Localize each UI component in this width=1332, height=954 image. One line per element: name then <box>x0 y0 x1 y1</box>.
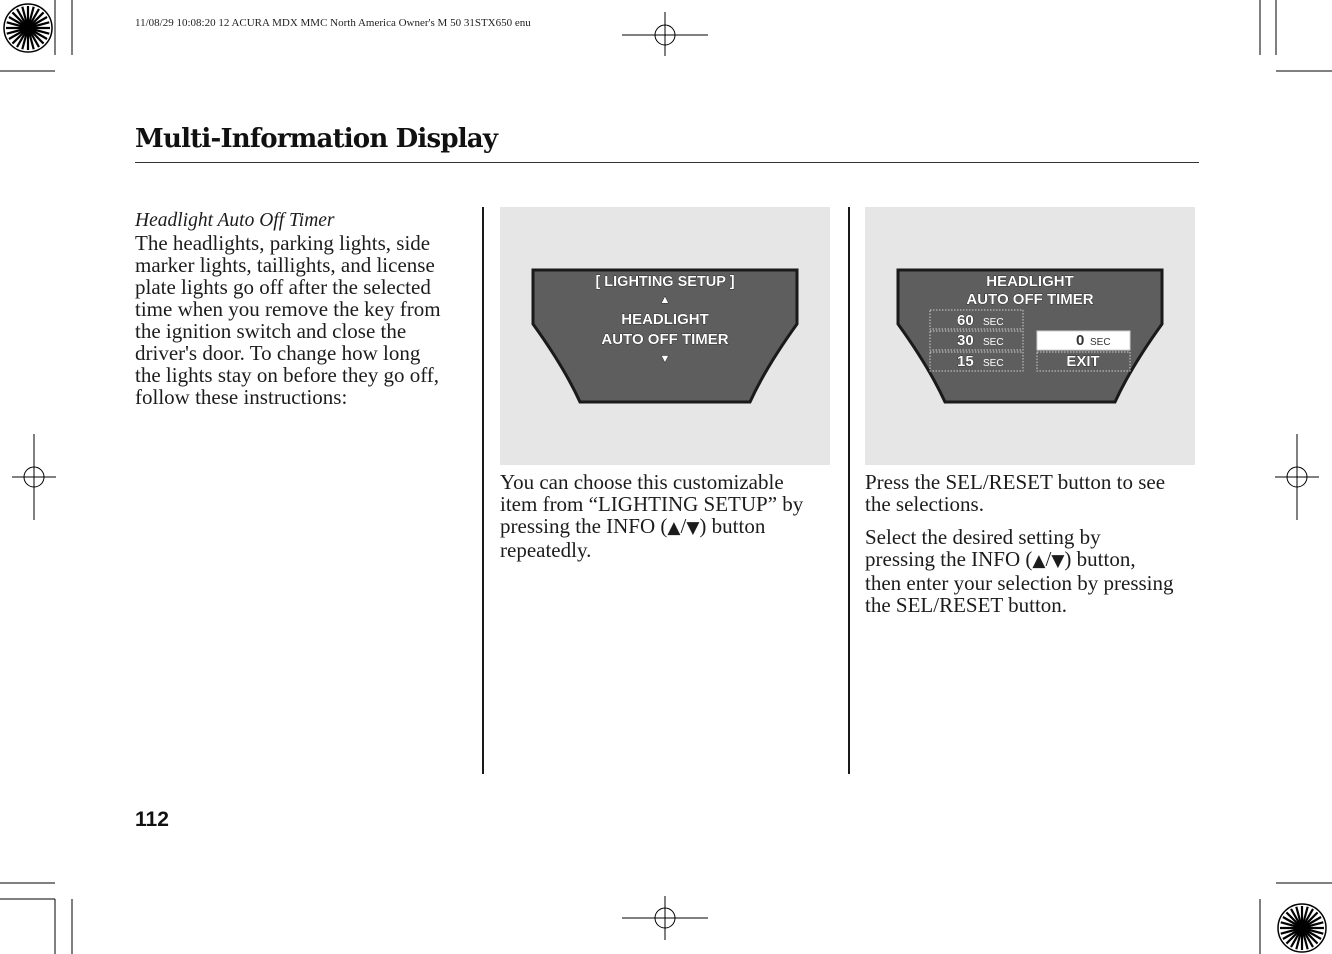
svg-text:SEC: SEC <box>1090 337 1111 348</box>
caption-line: repeatedly. <box>500 538 592 562</box>
intro-text-column <box>135 210 465 408</box>
svg-text:SEC: SEC <box>983 317 1004 328</box>
caption-timer-selection <box>865 471 1199 627</box>
registration-crosshair-top <box>622 12 708 56</box>
screen-up-arrow-icon: ▲ <box>659 294 671 306</box>
caption-paragraph: Select the desired setting by pressing the INFO (▲/▼) button, then enter your selection by pressing the SEL/RESET button. <box>865 525 1174 617</box>
title-rule <box>135 162 1199 163</box>
caption-paragraph: Press the SEL/RESET button to see the selections. <box>865 470 1166 516</box>
display-illustration-timer-selection <box>865 207 1195 465</box>
registration-sunburst-bottom-right <box>1278 904 1326 952</box>
timer-option-0-selected <box>1037 331 1130 350</box>
intro-line: follow these instructions: <box>135 385 348 409</box>
info-down-icon: ▼ <box>686 518 700 538</box>
screen-item-line1: HEADLIGHT <box>621 311 709 328</box>
svg-text:0: 0 <box>1076 332 1085 349</box>
intro-line: The headlights, parking lights, side <box>135 231 431 255</box>
column-divider-left <box>482 207 484 774</box>
display-illustration-lighting-setup <box>500 207 830 465</box>
registration-crosshair-left <box>12 434 56 520</box>
intro-line: the lights stay on before they go off, <box>135 363 440 387</box>
registration-sunburst-top-left <box>4 4 52 52</box>
svg-text:15: 15 <box>957 353 974 370</box>
intro-line: plate lights go off after the selected <box>135 275 431 299</box>
screen-title-line2: AUTO OFF TIMER <box>966 291 1094 308</box>
screen-menu-header: [ LIGHTING SETUP ] <box>595 274 735 290</box>
column-divider-right <box>848 207 850 774</box>
intro-line: driver's door. To change how long <box>135 341 421 365</box>
page-number: 112 <box>135 808 169 831</box>
caption-line: item from “LIGHTING SETUP” by <box>500 492 804 516</box>
intro-line: marker lights, taillights, and license <box>135 253 435 277</box>
caption-line: You can choose this customizable <box>500 470 784 494</box>
intro-line: the ignition switch and close the <box>135 319 407 343</box>
registration-crosshair-right <box>1275 434 1319 520</box>
registration-crosshair-bottom <box>622 896 708 940</box>
screen-item-line2: AUTO OFF TIMER <box>601 331 729 348</box>
caption-lighting-setup <box>500 471 834 561</box>
info-up-icon: ▲ <box>1032 551 1046 571</box>
intro-line: time when you remove the key from <box>135 297 441 321</box>
print-metadata: 11/08/29 10:08:20 12 ACURA MDX MMC North America Owner's M 50 31STX650 enu <box>135 17 531 29</box>
info-up-icon: ▲ <box>667 518 681 538</box>
screen-down-arrow-icon: ▼ <box>659 353 671 365</box>
svg-text:30: 30 <box>957 332 974 349</box>
svg-text:60: 60 <box>957 312 974 329</box>
screen-title-line1: HEADLIGHT <box>986 273 1074 290</box>
caption-line: pressing the INFO (▲/▼) button <box>500 514 766 538</box>
page-title: Multi-Information Display <box>135 124 498 154</box>
section-subheading: Headlight Auto Off Timer <box>135 210 335 231</box>
svg-text:EXIT: EXIT <box>1066 353 1100 370</box>
svg-text:SEC: SEC <box>983 358 1004 369</box>
svg-text:SEC: SEC <box>983 337 1004 348</box>
info-down-icon: ▼ <box>1051 551 1065 571</box>
